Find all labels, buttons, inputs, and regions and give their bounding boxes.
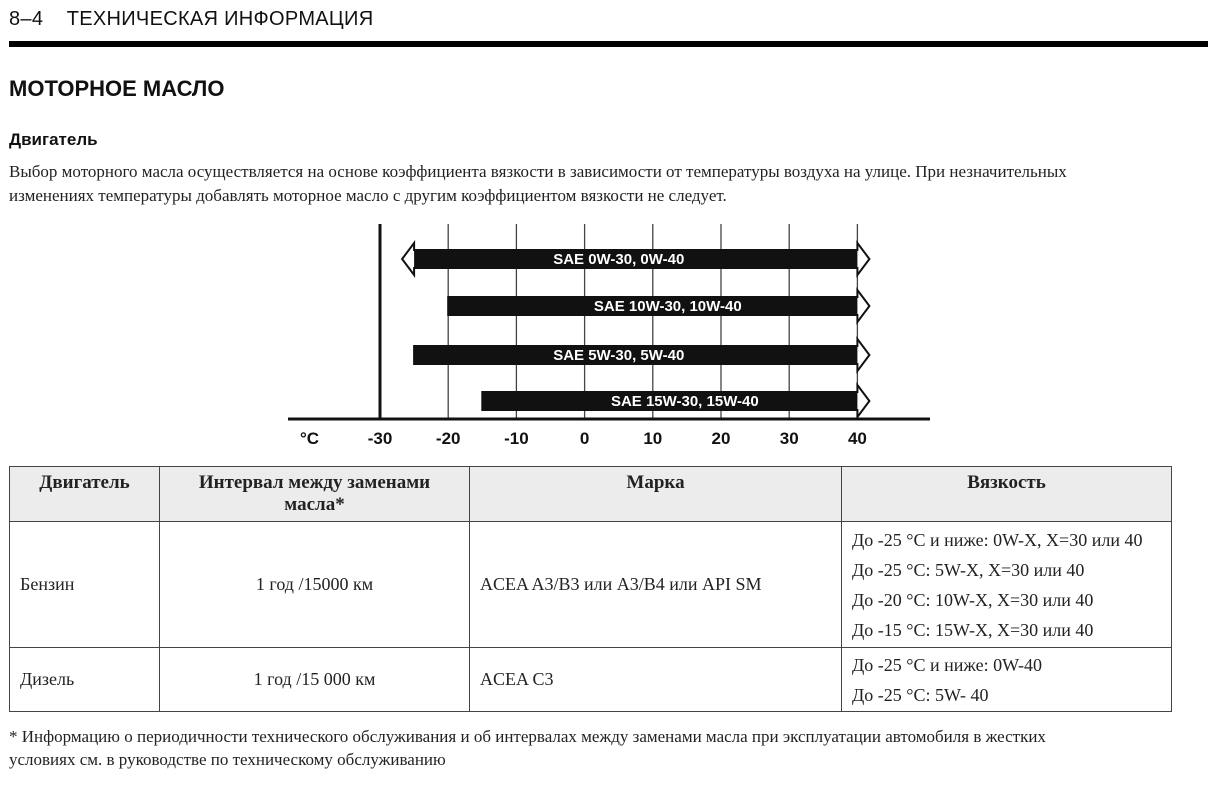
viscosity-line: До -20 °C: 10W-X, X=30 или 40 (852, 589, 1094, 610)
bar-label: SAE 15W-30, 15W-40 (610, 393, 759, 410)
viscosity-line: До -25 °C: 5W- 40 (852, 684, 989, 705)
engine-cell: Бензин (10, 522, 160, 648)
viscosity-temperature-chart (280, 220, 940, 452)
intro-line: Выбор моторного масла осуществляется на основе коэффициента вязкости в зависимости от температуры воздуха на улице. При незначительных (9, 162, 1067, 181)
engine-cell: Дизель (10, 648, 160, 712)
viscosity-line: До -25 °C и ниже: 0W-40 (852, 654, 1043, 675)
header-rule (9, 41, 1208, 47)
brand-cell: ACEA C3 (470, 648, 842, 712)
header-interval (160, 467, 470, 522)
viscosity-line: До -25 °C: 5W-X, X=30 или 40 (852, 559, 1085, 580)
viscosity-line: До -15 °C: 15W-X, X=30 или 40 (852, 619, 1094, 640)
viscosity-cell (842, 648, 1172, 712)
header-engine: Двигатель (10, 467, 160, 522)
viscosity-line: До -25 °C и ниже: 0W-X, X=30 или 40 (852, 529, 1143, 550)
header-title: ТЕХНИЧЕСКАЯ ИНФОРМАЦИЯ (66, 8, 374, 30)
table-header-row (10, 467, 1172, 522)
table-row (10, 522, 1172, 648)
intro-line: изменениях температуры добавлять моторное масло с другим коэффициентом вязкости не следует. (9, 186, 727, 205)
tick-label: -10 (504, 429, 529, 448)
tick-label: 40 (847, 429, 867, 448)
bar-label: SAE 5W-30, 5W-40 (553, 347, 685, 364)
section-title: МОТОРНОЕ МАСЛО (9, 76, 225, 101)
intro-paragraph (9, 160, 1207, 208)
tick-label: 20 (711, 429, 731, 448)
table-row (10, 648, 1172, 712)
footnote-line: условиях см. в руководстве по техническому обслуживанию (9, 750, 446, 769)
page-number: 8–4 (9, 8, 44, 30)
tick-label: -20 (435, 429, 461, 448)
header-viscosity: Вязкость (842, 467, 1172, 522)
oil-spec-table (9, 466, 1172, 712)
unit-label: °C (300, 429, 320, 448)
header-interval-line1: Интервал между заменами (198, 472, 431, 493)
tick-label: 30 (779, 429, 799, 448)
interval-cell: 1 год /15 000 км (160, 648, 470, 712)
header-interval-line2: масла* (284, 494, 345, 515)
viscosity-cell (842, 522, 1172, 648)
chart-svg (280, 220, 940, 452)
header-brand: Марка (470, 467, 842, 522)
brand-cell: ACEA A3/B3 или A3/B4 или API SM (470, 522, 842, 648)
bar-label: SAE 10W-30, 10W-40 (593, 298, 742, 315)
tick-label: 10 (643, 429, 663, 448)
bar-label: SAE 0W-30, 0W-40 (553, 251, 685, 268)
footnote (9, 725, 1209, 771)
tick-label: 0 (579, 429, 590, 448)
footnote-line: * Информацию о периодичности технического обслуживания и об интервалах между заменами масла при эксплуатации автомобиля в жестких (9, 727, 1046, 746)
page-header (9, 8, 373, 31)
tick-label: -30 (367, 429, 393, 448)
subsection-title: Двигатель (9, 130, 98, 149)
interval-cell: 1 год /15000 км (160, 522, 470, 648)
